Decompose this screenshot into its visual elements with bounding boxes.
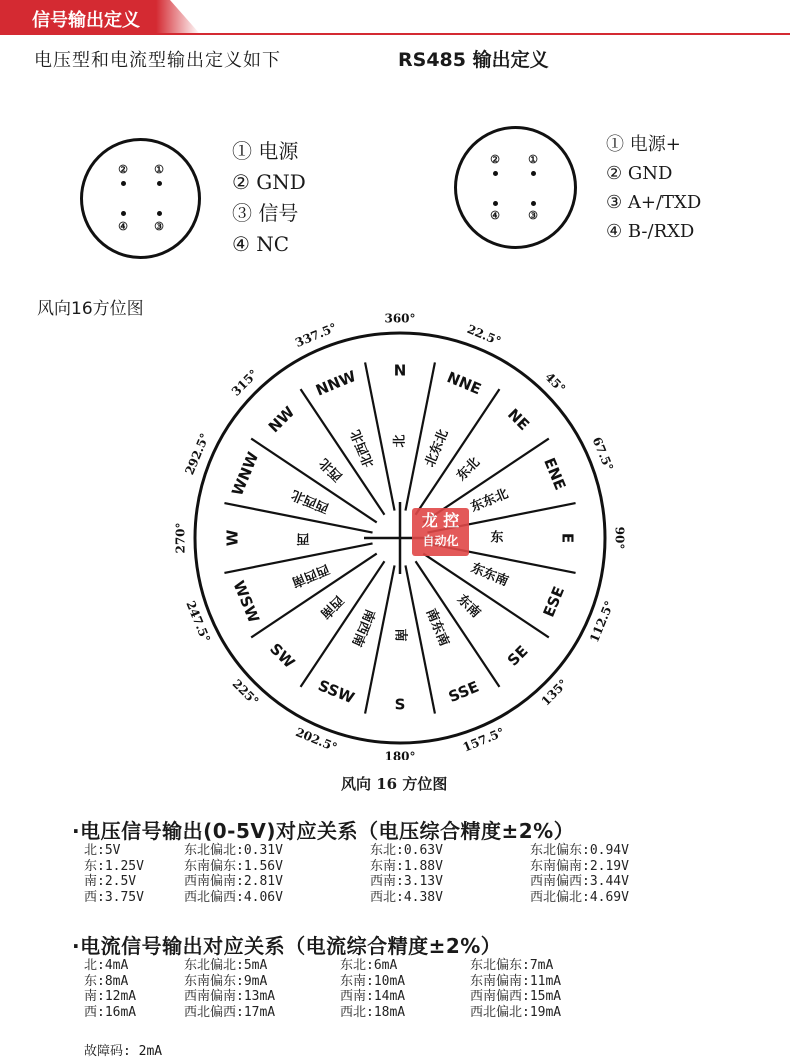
mapping-cell: 东北偏东:7mA (470, 958, 554, 973)
degree-label: 180° (384, 749, 416, 760)
mapping-cell: 西南偏西:15mA (470, 989, 562, 1004)
mapping-cell: 东南:10mA (340, 973, 406, 989)
current-section-title: ·电流信号输出对应关系（电流综合精度±2%） (72, 934, 502, 958)
mapping-cell: 东:1.25V (84, 858, 144, 874)
sector-divider (365, 565, 394, 713)
mapping-cell: 东南偏东:9mA (184, 973, 268, 989)
direction-chinese-label: 东南 (454, 592, 484, 622)
mapping-cell: 西南:3.13V (370, 874, 443, 889)
direction-code-label: NNE (444, 368, 484, 399)
pin-dot (531, 201, 536, 206)
direction-chinese-label: 北西北 (348, 427, 378, 470)
watermark-stamp (412, 508, 469, 556)
direction-code-label: N (393, 361, 407, 380)
mapping-cell: 东南偏南:11mA (470, 973, 562, 989)
direction-chinese-label: 南东南 (422, 606, 452, 649)
pin-dot (121, 211, 126, 216)
pin-label: ③ (154, 220, 164, 233)
sector-divider (405, 565, 434, 713)
mapping-cell: 西南偏西:3.44V (530, 874, 629, 889)
mapping-cell: 西南:14mA (340, 989, 406, 1004)
direction-code-label: SW (266, 639, 299, 672)
degree-label: 112.5° (587, 598, 617, 645)
direction-chinese-label: 北 (392, 434, 408, 448)
mapping-cell: 西北偏北:4.69V (530, 889, 629, 905)
mapping-cell: 东南:1.88V (370, 858, 443, 874)
mapping-cell: 西:16mA (84, 1004, 137, 1020)
mapping-cell: 北:4mA (84, 958, 129, 973)
direction-code-label: NW (264, 402, 299, 437)
pin-dot (531, 171, 536, 176)
degree-label: 225° (229, 676, 262, 709)
direction-chinese-label: 东东北 (468, 486, 511, 516)
fault-code: 故障码: 2mA (84, 1044, 163, 1059)
pin-label: ① (154, 163, 164, 176)
direction-code-label: W (223, 529, 242, 547)
mapping-cell: 南:12mA (84, 989, 137, 1004)
wind-rose-title: 风向16方位图 (37, 299, 144, 319)
mapping-cell: 东南偏南:2.19V (530, 858, 629, 874)
direction-chinese-label: 西北 (316, 454, 346, 484)
connector-left-diagram (80, 138, 201, 259)
pin-dot (157, 211, 162, 216)
legend-item: ③ A+/TXD (606, 192, 702, 213)
mapping-cell: 西南偏南:2.81V (184, 874, 283, 889)
pin-label: ② (118, 163, 128, 176)
direction-code-label: SE (503, 641, 532, 670)
mapping-cell: 北:5V (84, 843, 121, 858)
connector-right-legend (606, 130, 701, 246)
direction-chinese-label: 西西北 (289, 486, 332, 516)
degree-label: 157.5° (460, 725, 507, 755)
direction-code-label: WSW (229, 577, 263, 626)
degree-label: 45° (542, 369, 569, 396)
direction-chinese-label: 东 (490, 530, 504, 546)
mapping-cell: 东北偏北:0.31V (184, 843, 283, 858)
pin-dot (157, 181, 162, 186)
wind-rose-diagram (170, 300, 630, 760)
voltage-mapping-table (84, 843, 690, 905)
direction-code-label: SSE (445, 677, 482, 707)
mapping-cell: 西:3.75V (84, 889, 144, 905)
degree-label: 360° (384, 311, 416, 326)
rs485-subtitle: RS485 输出定义 (398, 49, 549, 71)
direction-code-label: NNW (313, 366, 359, 400)
degree-label: 270° (173, 522, 188, 554)
sector-divider (224, 543, 372, 572)
pin-label: ④ (118, 220, 128, 233)
wind-rose-caption: 风向 16 方位图 (341, 775, 448, 793)
legend-item: ④ B-/RXD (606, 221, 695, 242)
mapping-cell: 东:8mA (84, 973, 129, 989)
pin-dot (493, 201, 498, 206)
degree-label: 202.5° (293, 725, 340, 755)
pin-label: ③ (528, 209, 538, 222)
mapping-cell: 西北偏西:4.06V (184, 889, 283, 905)
direction-code-label: WNW (228, 449, 263, 499)
mapping-cell: 西北偏西:17mA (184, 1004, 276, 1020)
sector-divider (365, 362, 394, 510)
legend-item: ③ 信号 (232, 201, 299, 225)
pin-dot (493, 171, 498, 176)
mapping-cell: 西北:4.38V (370, 889, 443, 905)
pin-label: ① (528, 153, 538, 166)
section-header-title: 信号输出定义 (32, 10, 140, 31)
voltage-section-title: ·电压信号输出(0-5V)对应关系（电压综合精度±2%） (72, 819, 575, 843)
legend-item: ④ NC (232, 232, 290, 256)
direction-chinese-label: 东东南 (468, 560, 511, 590)
pin-label: ④ (490, 209, 500, 222)
legend-item: ① 电源+ (606, 134, 681, 155)
mapping-cell: 东北:0.63V (370, 843, 443, 858)
stamp-bottom-text: 自动化 (422, 534, 459, 548)
mapping-cell: 东北:6mA (340, 958, 398, 973)
direction-code-label: S (394, 695, 406, 714)
direction-code-label: E (558, 532, 577, 544)
stamp-top-text: 龙 控 (421, 511, 460, 530)
direction-chinese-label: 西 (296, 530, 310, 546)
mapping-cell: 东南偏东:1.56V (184, 858, 283, 874)
direction-chinese-label: 南西南 (348, 606, 378, 649)
direction-code-label: SSW (315, 676, 358, 708)
direction-code-label: NE (504, 405, 533, 434)
mapping-cell: 西南偏南:13mA (184, 989, 276, 1004)
direction-code-label: ENE (540, 455, 570, 493)
header-divider (0, 33, 790, 35)
pin-dot (121, 181, 126, 186)
mapping-cell: 东北偏东:0.94V (530, 843, 629, 858)
mapping-cell: 西北:18mA (340, 1004, 406, 1020)
direction-chinese-label: 西南 (316, 592, 346, 622)
direction-chinese-label: 北东北 (422, 427, 452, 470)
current-mapping-table (84, 958, 630, 1020)
connector-right-diagram (454, 126, 577, 249)
legend-item: ② GND (606, 163, 673, 184)
degree-label: 67.5° (589, 435, 617, 473)
sector-divider (224, 503, 372, 532)
degree-label: 135° (538, 676, 571, 709)
sector-divider (405, 362, 434, 510)
pin-label: ② (490, 153, 500, 166)
degree-label: 22.5° (465, 321, 503, 349)
mapping-cell: 东北偏北:5mA (184, 958, 268, 973)
mapping-cell: 南:2.5V (84, 874, 137, 889)
direction-code-label: ESE (539, 583, 569, 620)
direction-chinese-label: 南 (392, 628, 408, 642)
direction-chinese-label: 东北 (454, 454, 484, 484)
degree-label: 337.5° (293, 320, 339, 351)
degree-label: 90° (612, 526, 627, 550)
mapping-cell: 西北偏北:19mA (470, 1004, 562, 1020)
direction-chinese-label: 西西南 (289, 560, 332, 590)
connector-left-legend (232, 136, 306, 260)
degree-label: 292.5° (182, 431, 213, 477)
legend-item: ② GND (232, 170, 306, 194)
voltage-current-subtitle: 电压型和电流型输出定义如下 (34, 50, 281, 71)
degree-label: 247.5° (183, 598, 213, 645)
legend-item: ① 电源 (232, 139, 299, 163)
degree-label: 315° (228, 366, 261, 399)
